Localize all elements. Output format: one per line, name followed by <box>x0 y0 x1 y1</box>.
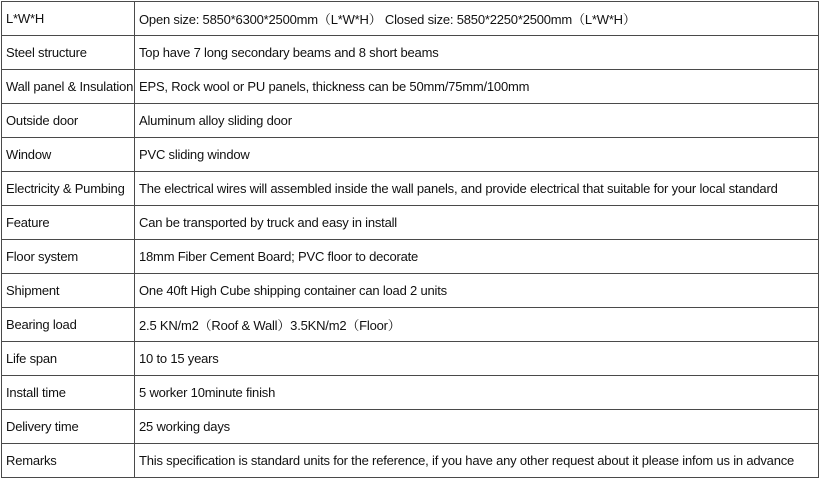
spec-label: Electricity & Pumbing <box>2 172 135 206</box>
spec-value: 10 to 15 years <box>135 342 819 376</box>
spec-value: Top have 7 long secondary beams and 8 short beams <box>135 36 819 70</box>
spec-label: Bearing load <box>2 308 135 342</box>
spec-value: Open size: 5850*6300*2500mm（L*W*H） Closed size: 5850*2250*2500mm（L*W*H） <box>135 2 819 36</box>
spec-label: Delivery time <box>2 410 135 444</box>
table-row <box>2 376 819 410</box>
table-row <box>2 206 819 240</box>
spec-label: Floor system <box>2 240 135 274</box>
spec-value: Aluminum alloy sliding door <box>135 104 819 138</box>
spec-label: L*W*H <box>2 2 135 36</box>
spec-value: 2.5 KN/m2（Roof & Wall）3.5KN/m2（Floor） <box>135 308 819 342</box>
spec-value: Can be transported by truck and easy in install <box>135 206 819 240</box>
spec-value: 25 working days <box>135 410 819 444</box>
spec-label: Remarks <box>2 444 135 478</box>
table-row <box>2 410 819 444</box>
spec-value: 18mm Fiber Cement Board; PVC floor to decorate <box>135 240 819 274</box>
table-row <box>2 70 819 104</box>
spec-label: Install time <box>2 376 135 410</box>
table-row <box>2 36 819 70</box>
table-row <box>2 240 819 274</box>
spec-value: This specification is standard units for the reference, if you have any other request about it please infom us in advance <box>135 444 819 478</box>
spec-label: Feature <box>2 206 135 240</box>
table-row <box>2 138 819 172</box>
table-row <box>2 274 819 308</box>
spec-label: Shipment <box>2 274 135 308</box>
table-row <box>2 308 819 342</box>
spec-value: EPS, Rock wool or PU panels, thickness can be 50mm/75mm/100mm <box>135 70 819 104</box>
table-row <box>2 342 819 376</box>
spec-value: One 40ft High Cube shipping container can load 2 units <box>135 274 819 308</box>
spec-label: Outside door <box>2 104 135 138</box>
spec-label: Wall panel & Insulation <box>2 70 135 104</box>
table-row <box>2 172 819 206</box>
spec-value: The electrical wires will assembled inside the wall panels, and provide electrical that suitable for your local standard <box>135 172 819 206</box>
spec-value: 5 worker 10minute finish <box>135 376 819 410</box>
table-row <box>2 104 819 138</box>
spec-value: PVC sliding window <box>135 138 819 172</box>
spec-label: Steel structure <box>2 36 135 70</box>
spec-label: Life span <box>2 342 135 376</box>
table-row <box>2 2 819 36</box>
table-row <box>2 444 819 478</box>
spec-label: Window <box>2 138 135 172</box>
spec-table <box>1 1 819 478</box>
